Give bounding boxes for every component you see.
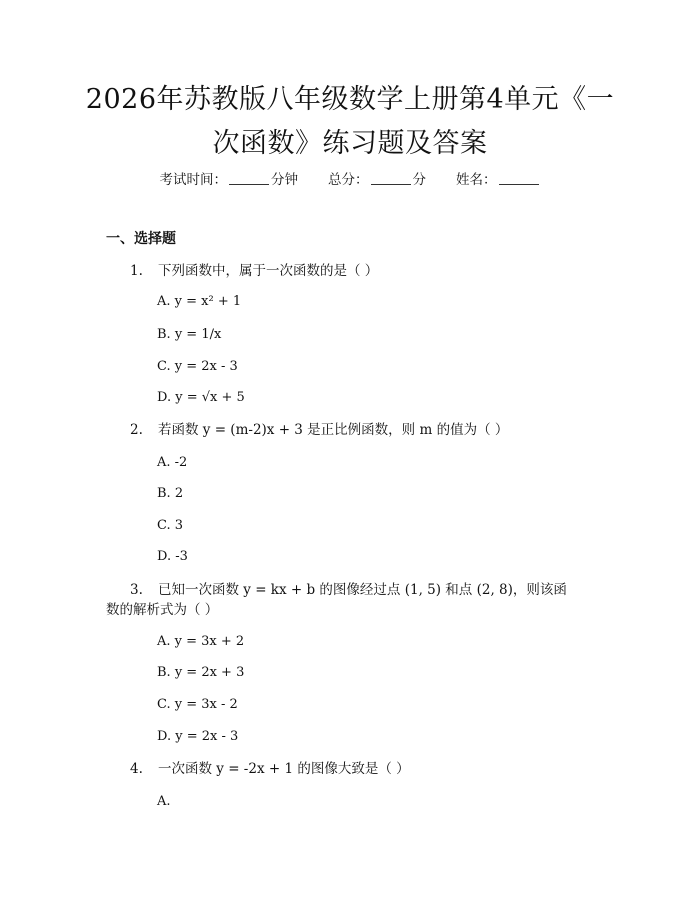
question-number: 1. [130,263,143,279]
name-blank [499,184,539,185]
option-2b: B. 2 [157,486,184,501]
question-2 [130,418,509,442]
total-score: 总分： 分 [328,172,426,188]
question-number: 2. [130,422,143,438]
option-3a: A. y = 3x + 2 [157,634,245,649]
option-2c: C. 3 [157,518,184,533]
question-4 [130,757,410,781]
section-title: 一、选择题 [106,231,176,247]
option-1b: B. y = 1/x [157,327,222,342]
exam-time: 考试时间： 分钟 [159,172,298,188]
question-stem: 一次函数 y = -2x + 1 的图像大致是（ ） [158,761,410,777]
option-1c: C. y = 2x - 3 [157,359,238,374]
option-4a: A. [157,794,171,809]
option-3b: B. y = 2x + 3 [157,665,245,680]
question-stem-line-2: 数的解析式为（ ） [106,602,219,618]
question-stem: 若函数 y = (m-2)x + 3 是正比例函数，则 m 的值为（ ） [158,422,509,438]
option-3d: D. y = 2x - 3 [157,729,239,744]
question-number: 4. [130,761,143,777]
student-name: 姓名： [456,168,541,188]
option-2d: D. -3 [157,549,188,564]
option-1d: D. y = √x + 5 [157,390,245,405]
time-blank [229,184,269,185]
question-stem: 下列函数中，属于一次函数的是（ ） [158,263,379,279]
question-number: 3. [130,582,143,598]
score-blank [371,184,411,185]
page-title [60,78,640,166]
option-3c: C. y = 3x - 2 [157,697,238,712]
option-1a: A. y = x² + 1 [157,294,242,309]
title-line-2: 次函数》练习题及答案 [212,128,488,159]
exam-meta [0,168,700,188]
title-line-1: 2026年苏教版八年级数学上册第4单元《一 [85,84,615,115]
option-2a: A. -2 [157,455,188,470]
question-stem-line-1: 已知一次函数 y = kx + b 的图像经过点 (1, 5) 和点 (2, 8)，则该函 [158,582,567,598]
question-1 [130,259,379,283]
